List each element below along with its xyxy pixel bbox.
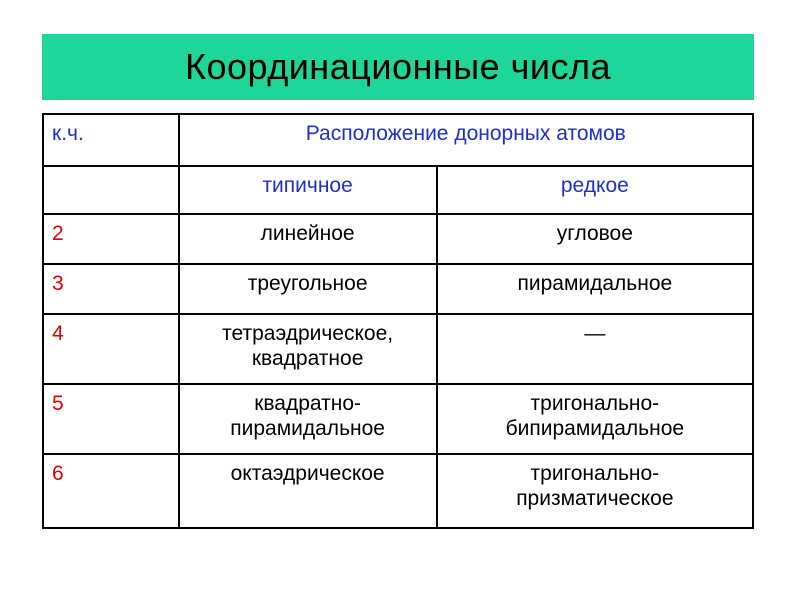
typical-arrangement: тетраэдрическое, квадратное xyxy=(179,314,437,384)
header-cn-label: к.ч. xyxy=(43,114,179,166)
header-arrangement: Расположение донорных атомов xyxy=(179,114,753,166)
rare-arrangement: — xyxy=(437,314,753,384)
table-row xyxy=(43,264,753,314)
cn-value: 6 xyxy=(43,454,179,528)
title-banner xyxy=(42,34,754,100)
cn-value: 4 xyxy=(43,314,179,384)
header-rare: редкое xyxy=(437,166,753,214)
table-row xyxy=(43,214,753,264)
table-subheader-row xyxy=(43,166,753,214)
typical-arrangement: квадратно- пирамидальное xyxy=(179,384,437,454)
page-title: Координационные числа xyxy=(184,46,612,87)
table-row xyxy=(43,384,753,454)
typical-arrangement: треугольное xyxy=(179,264,437,314)
rare-arrangement: пирамидальное xyxy=(437,264,753,314)
coordination-numbers-table xyxy=(42,113,754,529)
typical-arrangement: октаэдрическое xyxy=(179,454,437,528)
rare-arrangement: тригонально- призматическое xyxy=(437,454,753,528)
table-row xyxy=(43,454,753,528)
subheader-empty-cell xyxy=(43,166,179,214)
rare-arrangement: тригонально- бипирамидальное xyxy=(437,384,753,454)
cn-value: 5 xyxy=(43,384,179,454)
table-header-row xyxy=(43,114,753,166)
table-row xyxy=(43,314,753,384)
rare-arrangement: угловое xyxy=(437,214,753,264)
cn-value: 2 xyxy=(43,214,179,264)
header-typical: типичное xyxy=(179,166,437,214)
cn-value: 3 xyxy=(43,264,179,314)
typical-arrangement: линейное xyxy=(179,214,437,264)
